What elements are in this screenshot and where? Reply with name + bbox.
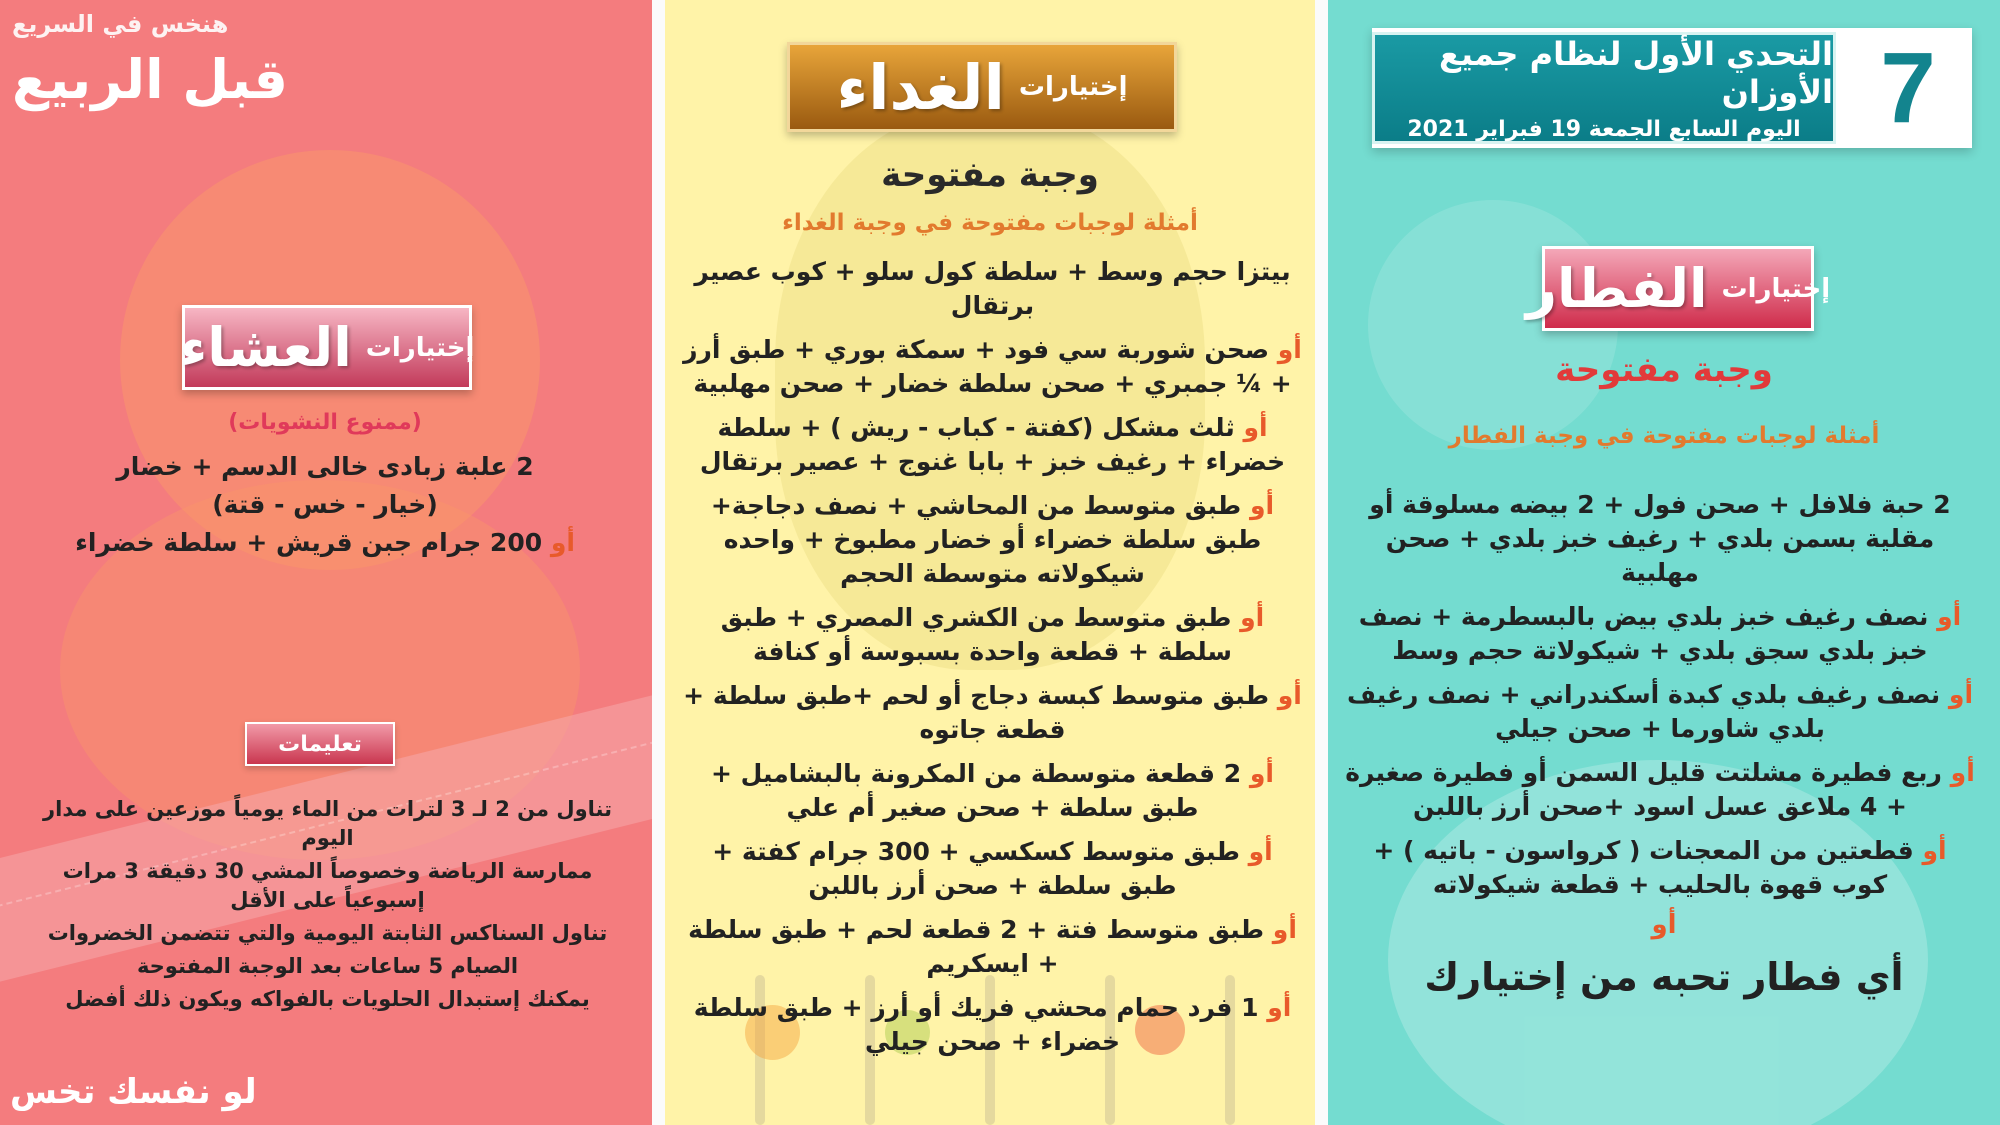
list-item: 2 حبة فلافل + صحن فول + 2 بيضه مسلوقة أو مقلية بسمن بلدي + رغيف خبز بلدي + صحن مهلبية <box>1369 490 1951 587</box>
list-item: أو نصف رغيف خبز بلدي بيض بالبسطرمة + نصف خبز بلدي سجق بلدي + شيكولاتة حجم وسط <box>1358 602 1962 665</box>
ribbon-heading: الغداء <box>836 50 1005 124</box>
lunch-title: وجبة مفتوحة <box>881 155 1099 195</box>
header-box <box>1372 28 1972 148</box>
instructions-label: تعليمات <box>245 722 395 766</box>
lunch-options-list <box>680 255 1305 1069</box>
logo-tagline: هنخس في السريع <box>12 10 229 38</box>
list-item: بيتزا حجم وسط + سلطة كول سلو + كوب عصير برتقال <box>694 257 1291 320</box>
list-item: أو طبق متوسط من المحاشي + نصف دجاجة+ طبق سلطة خضراء أو خضار مطبوخ + واحده شيكولاته متوسطة الحجم <box>710 491 1275 588</box>
breakfast-options-list <box>1345 488 1975 912</box>
list-item: 2 علبة زبادى خالى الدسم + خضار <box>116 452 534 481</box>
list-item: تناول السناكس الثابتة اليومية والتي تتضمن الخضروات <box>47 921 608 945</box>
dinner-options-list <box>60 450 590 564</box>
logo-title: قبل الربيع <box>12 48 288 111</box>
list-item: أو ربع فطيرة مشلتت قليل السمن أو فطيرة صغيرة + 4 ملاعق عسل اسود +صحن أرز باللبن <box>1345 758 1975 821</box>
instructions-list <box>25 795 630 1018</box>
logo-slogan: لو نفسك تخس <box>10 1072 257 1112</box>
list-item: تناول من 2 لـ 3 لترات من الماء يومياً موزعين على مدار اليوم <box>43 797 612 850</box>
header-date: اليوم السابع الجمعة 19 فبراير 2021 <box>1407 116 1801 142</box>
list-item: أو طبق متوسط كبسة دجاج أو لحم +طبق سلطة + قطعة جاتوه <box>683 681 1302 744</box>
dinner-note: (ممنوع النشويات) <box>228 410 422 435</box>
ribbon-heading: العشاء <box>179 316 352 379</box>
breakfast-subtitle: أمثلة لوجبات مفتوحة في وجبة الفطار <box>1448 423 1880 449</box>
day-number: 7 <box>1880 31 1936 144</box>
list-item: ممارسة الرياضة وخصوصاً المشي 30 دقيقة 3 مرات إسبوعياً على الأقل <box>62 859 593 912</box>
list-item: أو قطعتين من المعجنات ( كرواسون - باتيه ) + كوب قهوة بالحليب + قطعة شيكولاته <box>1373 836 1947 899</box>
lunch-subtitle: أمثلة لوجبات مفتوحة في وجبة الغداء <box>782 210 1198 236</box>
ribbon-label: إختيارات <box>1721 273 1831 304</box>
ribbon-label: إختيارات <box>365 332 475 363</box>
lunch-ribbon <box>787 42 1177 132</box>
breakfast-title: وجبة مفتوحة <box>1555 350 1773 390</box>
ribbon-label: إختيارات <box>1018 72 1128 102</box>
breakfast-final-option: أي فطار تحبه من إختيارك <box>1424 955 1904 999</box>
list-item: يمكنك إستبدال الحلويات بالفواكه ويكون ذلك أفضل <box>65 987 590 1011</box>
list-item: أو ثلث مشكل (كفتة - كباب - ريش ) + سلطة خضراء + رغيف خبز + بابا غنوج + عصير برتقال <box>699 413 1286 476</box>
panel-divider <box>652 0 665 1125</box>
list-item: أو طبق متوسط كسكسي + 300 جرام كفتة + طبق سلطة + صحن أرز باللبن <box>712 837 1273 900</box>
list-item: أو طبق متوسط من الكشري المصري + طبق سلطة + قطعة واحدة بسبوسة أو كنافة <box>720 603 1265 666</box>
list-item: (خيار - خس - قتة) <box>212 490 438 519</box>
breakfast-ribbon <box>1525 246 1831 331</box>
list-item: أو صحن شوربة سي فود + سمكة بوري + طبق أرز + ¼ جمبري + صحن سلطة خضار + صحن مهلبية <box>683 335 1302 398</box>
panel-divider <box>1315 0 1328 1125</box>
list-item: أو طبق متوسط فتة + 2 قطعة لحم + طبق سلطة + ايسكريم <box>688 915 1297 978</box>
list-item: أو نصف رغيف بلدي كبدة أسكندراني + نصف رغيف بلدي شاورما + صحن جيلي <box>1346 680 1974 743</box>
breakfast-or-label: أو <box>1651 910 1677 940</box>
ribbon-heading: الفطار <box>1525 257 1708 320</box>
list-item: الصيام 5 ساعات بعد الوجبة المفتوحة <box>136 954 519 978</box>
dinner-ribbon <box>179 305 475 390</box>
header-title: التحدي الأول لنظام جميع الأوزان <box>1439 34 1833 111</box>
list-item: أو 1 فرد حمام محشي فريك أو أرز + طبق سلطة خضراء + صحن جيلي <box>693 993 1292 1056</box>
list-item: أو 2 قطعة متوسطة من المكرونة بالبشاميل + طبق سلطة + صحن صغير أم علي <box>711 759 1274 822</box>
header-banner <box>1372 32 1836 144</box>
list-item: أو 200 جرام جبن قريش + سلطة خضراء <box>75 528 575 557</box>
